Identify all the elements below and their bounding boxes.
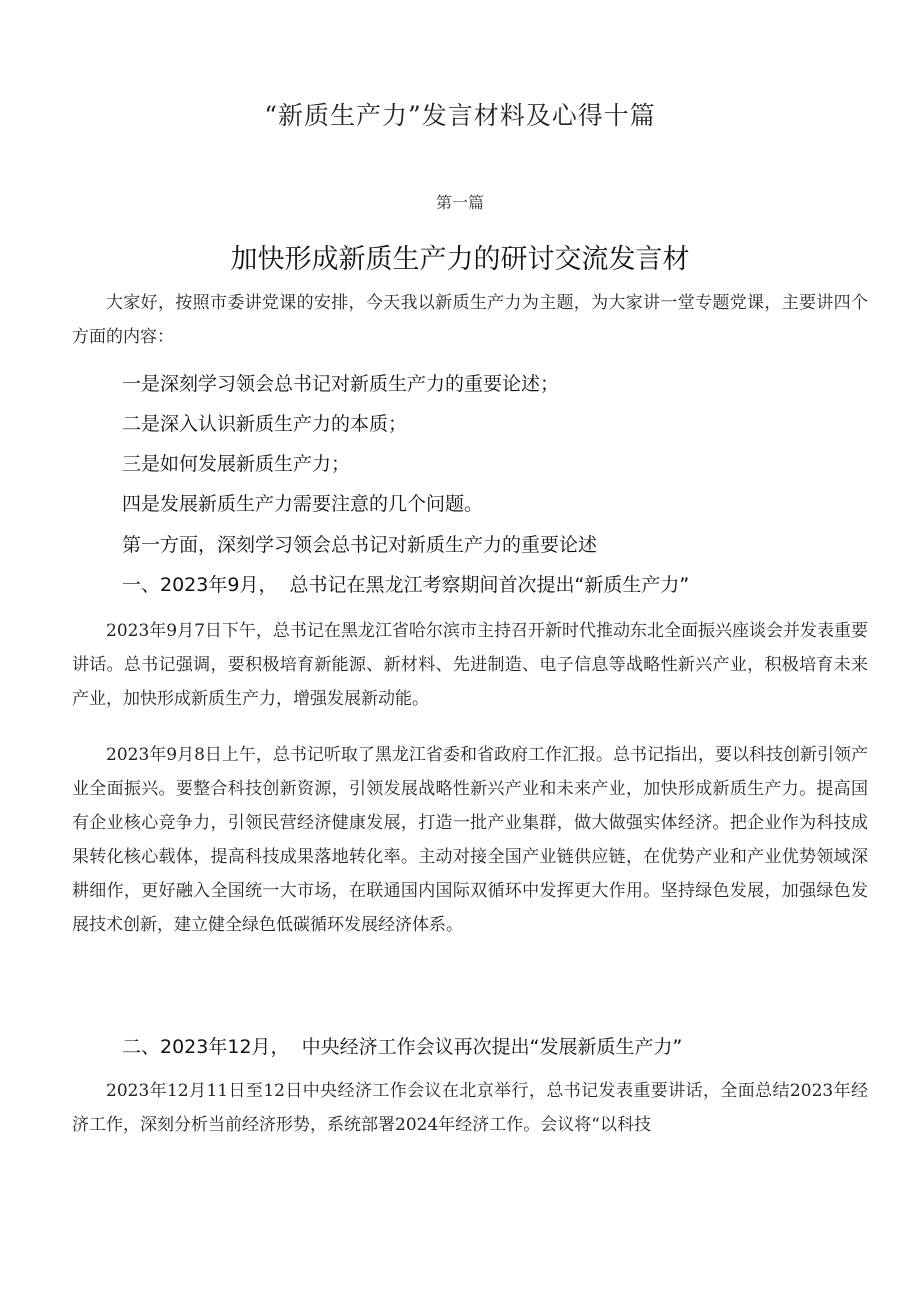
intro-block <box>72 286 868 354</box>
paragraph-block <box>72 738 868 942</box>
section-title: 加快形成新质生产力的研讨交流发言材 <box>230 244 690 275</box>
outline-list <box>122 364 882 524</box>
paragraph-block <box>72 614 868 716</box>
paragraph-block <box>72 1074 868 1142</box>
body-paragraph-3: 2023年12月11日至12日中央经济工作会议在北京举行，总书记发表重要讲话，全面总结2023年经济工作，深刻分析当前经济形势，系统部署2024年经济工作。会议将“以科技 <box>72 1081 868 1135</box>
outline-item: 一是深刻学习领会总书记对新质生产力的重要论述； <box>122 373 560 395</box>
body-paragraph-2: 2023年9月8日上午，总书记听取了黑龙江省委和省政府工作汇报。总书记指出，要以科技创新引领产业全面振兴。要整合科技创新资源，引领发展战略性新兴产业和未来产业，加快形成新质生产力。提高国有企业核心竞争力，引领民营经济健康发展，打造一批产业集群，做大做强实体经济。把企业作为科技成果转化核心载体，提高科技成果落地转化率。主动对接全国产业链供应链，在优势产业和产业优势领域深耕细作，更好融入全国统一大市场，在联通国内国际双循环中发挥更大作用。坚持绿色发展，加强绿色发展技术创新，建立健全绿色低碳循环发展经济体系。 <box>72 745 868 935</box>
document-title: “新质生产力”发言材料及心得十篇 <box>264 101 656 130</box>
subheading-1: 一、2023年9月， 总书记在黑龙江考察期间首次提出“新质生产力” <box>122 574 690 596</box>
outline-item: 三是如何发展新质生产力； <box>122 453 351 475</box>
outline-item: 二是深入认识新质生产力的本质； <box>122 413 408 435</box>
part-heading: 第一方面，深刻学习领会总书记对新质生产力的重要论述 <box>122 534 598 556</box>
body-paragraph-1: 2023年9月7日下午，总书记在黑龙江省哈尔滨市主持召开新时代推动东北全面振兴座谈会并发表重要讲话。总书记强调，要积极培育新能源、新材料、先进制造、电子信息等战略性新兴产业，积极培育未来产业，加快形成新质生产力，增强发展新动能。 <box>72 621 868 709</box>
subheading-2: 二、2023年12月， 中央经济工作会议再次提出“发展新质生产力” <box>122 1036 683 1058</box>
outline-item: 四是发展新质生产力需要注意的几个问题。 <box>122 493 484 515</box>
intro-paragraph: 大家好，按照市委讲党课的安排，今天我以新质生产力为主题，为大家讲一堂专题党课，主要讲四个方面的内容： <box>72 293 868 347</box>
chapter-label: 第一篇 <box>435 193 484 212</box>
